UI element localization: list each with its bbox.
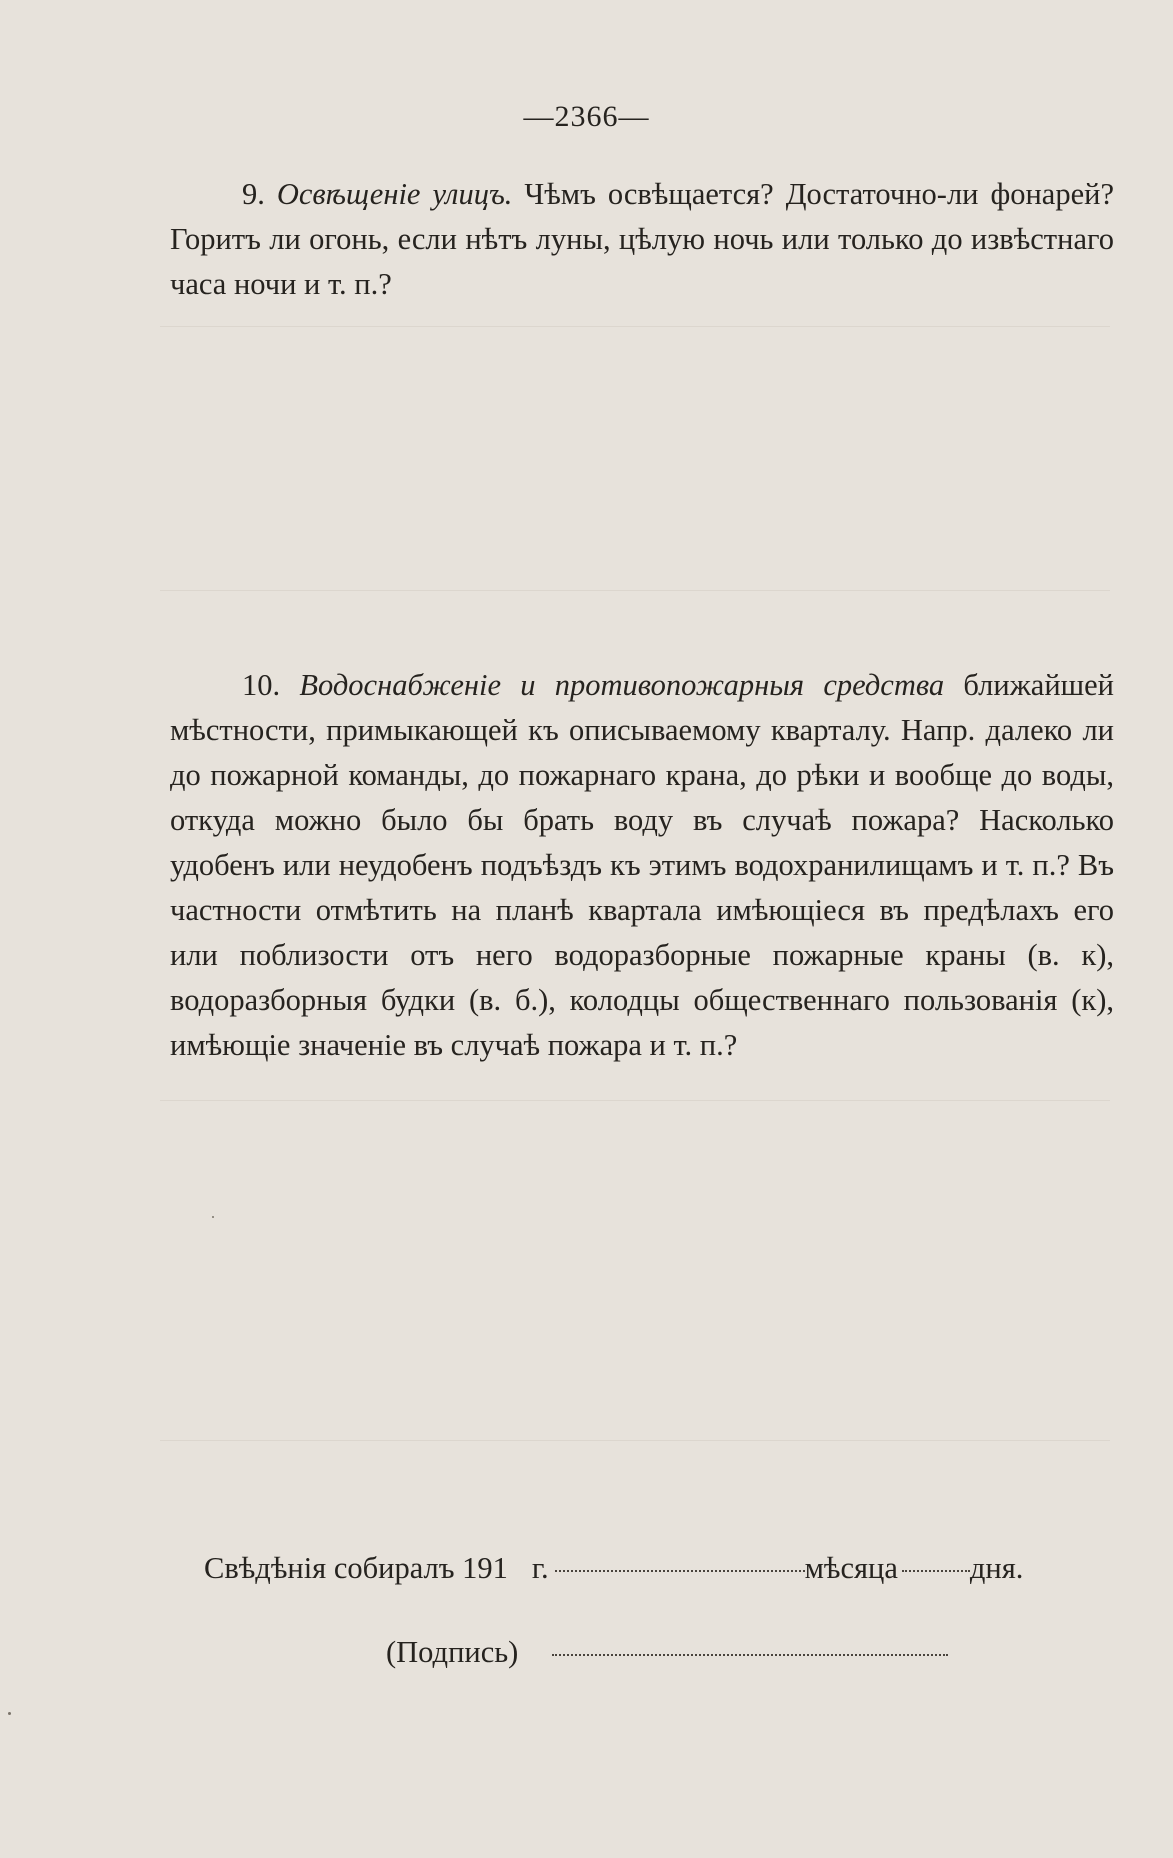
page-number: —2366— [523, 100, 650, 133]
bleed-through-rule [160, 326, 1110, 327]
month-label: мѣсяца [804, 1551, 898, 1585]
collection-date-line [204, 1546, 1110, 1591]
section-9 [170, 172, 1114, 307]
bleed-through-rule [160, 1100, 1110, 1101]
day-blank[interactable] [902, 1570, 970, 1572]
section-9-body: Чѣмъ освѣщается? Достаточно-ли фонарей? Горитъ ли огонь, если нѣтъ луны, цѣлую ночь или только до извѣстнаго часа ночи и т. п.? [170, 177, 1114, 301]
signature-label: (Подпись) [386, 1635, 519, 1669]
paper-speck [8, 1712, 11, 1715]
bleed-through-rule [160, 590, 1110, 591]
year-suffix: г. [531, 1551, 549, 1585]
section-9-heading: Освѣщеніе улицъ. [276, 177, 513, 211]
section-10-body: ближайшей мѣстности, примыкающей къ описываемому кварталу. Напр. далеко ли до пожарной команды, до пожарнаго крана, до рѣки и вообще до воды, откуда можно было бы брать воду въ случаѣ пожара? Насколько удобенъ или неудобенъ подъѣздъ къ этимъ водохранилищамъ и т. п.? Въ частности отмѣтить на планѣ квартала имѣющіеся въ предѣлахъ его или поблизости отъ него водоразборные пожарные краны (в. к), водоразборныя будки (в. б.), колодцы общественнаго пользованія (к), имѣющіе значеніе въ случаѣ пожара и т. п.? [170, 668, 1114, 1062]
collected-label: Свѣдѣнія собиралъ 191 [204, 1551, 508, 1585]
section-10-heading: Водоснабженіе и противопожарныя средства [299, 668, 945, 702]
section-9-number: 9. [242, 177, 265, 211]
signature-blank[interactable] [552, 1654, 948, 1656]
section-10 [170, 663, 1114, 1068]
bleed-through-rule [160, 1440, 1110, 1441]
signature-line [386, 1630, 986, 1675]
section-10-number: 10. [242, 668, 281, 702]
paper-speck [212, 1216, 214, 1218]
day-label: дня. [969, 1551, 1024, 1585]
month-blank[interactable] [555, 1570, 805, 1572]
